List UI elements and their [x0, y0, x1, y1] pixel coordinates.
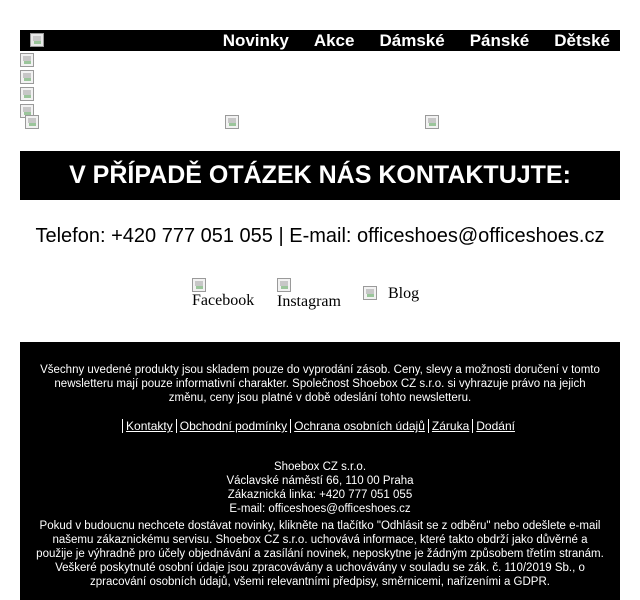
banner-image[interactable] — [20, 70, 34, 84]
footer — [20, 342, 620, 600]
product-image[interactable] — [425, 115, 439, 129]
footer-link-zaruka[interactable]: Záruka — [428, 419, 472, 433]
company-address: Václavské náměstí 66, 110 00 Praha — [226, 475, 414, 487]
contact-line: Telefon: +420 777 051 055 | E-mail: officeshoes@officeshoes.cz — [35, 225, 605, 247]
company-hotline: Zákaznická linka: +420 777 051 055 — [227, 489, 413, 501]
facebook-icon — [192, 278, 206, 292]
nav-link-akce[interactable]: Akce — [313, 31, 355, 50]
top-navigation — [20, 30, 620, 51]
footer-links — [20, 419, 620, 433]
blog-label: Blog — [388, 285, 420, 302]
banner-images — [20, 53, 34, 121]
social-links — [20, 278, 620, 318]
unsubscribe-notice: Pokud v budoucnu nechcete dostávat novinky, klikněte na tlačítko "Odhlásit se z odběru" nebo odešlete e-mail našemu zákaznickému servisu. Shoebox CZ s.r.o. uchovává informace, které takto obdrží jako důvěrné a použije je výhradně pro účely objednávání a zasílání novinek, neposkytne je žádným způsobem třetím stranám. Veškeré poskytnuté osobní údaje jsou zpracovávány a uchovávány v souladu se zák. č. 110/2019 Sb., o zpracování osobních údajů, všemi relevantními předpisy, směrnicemi, nařízeními a GDPR. — [36, 520, 604, 588]
banner-image[interactable] — [20, 87, 34, 101]
footer-disclaimer: Všechny uvedené produkty jsou skladem pouze do vyprodání zásob. Ceny, slevy a možnosti doručení v tomto newsletteru mají pouze informativní charakter. Společnost Shoebox CZ s.r.o. si vyhrazuje právo na jejich změnu, ceny jsou platné v době odeslání tohto newsletteru. — [40, 364, 600, 404]
instagram-label: Instagram — [277, 293, 341, 310]
nav-links — [223, 30, 610, 51]
company-name: Shoebox CZ s.r.o. — [273, 461, 367, 473]
nav-link-novinky[interactable]: Novinky — [222, 31, 289, 50]
footer-link-obchodni-podminky[interactable]: Obchodní podmínky — [176, 419, 290, 433]
instagram-icon — [277, 278, 291, 292]
blog-link[interactable] — [363, 286, 423, 306]
nav-link-panske[interactable]: Pánské — [469, 31, 530, 50]
nav-link-damske[interactable]: Dámské — [379, 31, 445, 50]
company-email: E-mail: officeshoes@officeshoes.cz — [229, 503, 411, 515]
banner-image[interactable] — [20, 53, 34, 67]
contact-banner: V PŘÍPADĚ OTÁZEK NÁS KONTAKTUJTE: — [20, 151, 620, 200]
blog-icon — [363, 286, 377, 300]
instagram-link[interactable] — [277, 278, 347, 314]
newsletter-body — [20, 30, 620, 588]
footer-link-dodani[interactable]: Dodání — [472, 419, 518, 433]
product-image[interactable] — [225, 115, 239, 129]
product-image[interactable] — [25, 115, 39, 129]
facebook-link[interactable] — [192, 278, 262, 314]
company-info — [20, 460, 620, 516]
logo-image[interactable] — [30, 33, 44, 47]
facebook-label: Facebook — [192, 292, 255, 309]
nav-link-detske[interactable]: Dětské — [554, 31, 610, 50]
footer-link-kontakty[interactable]: Kontakty — [122, 419, 176, 433]
footer-link-ochrana-udaju[interactable]: Ochrana osobních údajů — [290, 419, 428, 433]
